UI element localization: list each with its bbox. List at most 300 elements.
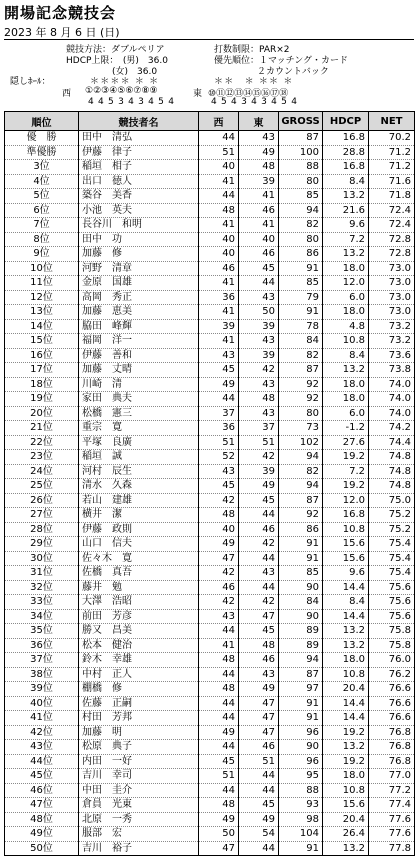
cell-rank: 37位 [5,653,79,668]
cell-gross: 88 [279,160,323,175]
cell-gross: 92 [279,392,323,407]
cell-out: 41 [199,174,239,189]
cell-in: 45 [239,261,279,276]
cell-gross: 104 [279,827,323,842]
cell-gross: 92 [279,377,323,392]
cell-gross: 90 [279,609,323,624]
cell-in: 43 [239,131,279,146]
cell-in: 43 [239,334,279,349]
cell-out: 36 [199,421,239,436]
cell-gross: 94 [279,479,323,494]
cell-gross: 80 [279,232,323,247]
out-hole-numbers: ①②③④⑤⑥⑦⑧⑨ [85,86,158,96]
cell-gross: 78 [279,319,323,334]
cell-gross: 91 [279,841,323,856]
cell-player-name: 稲垣 相子 [79,160,199,175]
cell-out: 41 [199,276,239,291]
cell-rank: 24位 [5,464,79,479]
cell-rank: 38位 [5,667,79,682]
cell-net: 71.8 [369,189,415,204]
cell-net: 74.0 [369,377,415,392]
table-row [5,566,415,581]
out-hidden-marks: ＊＊＊＊ ＊ ＊ [90,77,160,87]
cell-in: 43 [239,566,279,581]
col-hdcp: HDCP [323,112,369,131]
cell-net: 73.0 [369,290,415,305]
cell-out: 46 [199,580,239,595]
cell-hdcp: 19.2 [323,450,369,465]
cell-player-name: 川崎 清 [79,377,199,392]
table-row [5,290,415,305]
cell-out: 42 [199,595,239,610]
table-row [5,769,415,784]
cell-gross: 91 [279,551,323,566]
cell-player-name: 村田 芳邦 [79,711,199,726]
cell-player-name: 加藤 恵美 [79,305,199,320]
table-row [5,711,415,726]
table-row [5,363,415,378]
cell-hdcp: 13.2 [323,189,369,204]
table-row [5,537,415,552]
cell-player-name: 山口 信夫 [79,537,199,552]
cell-rank: 29位 [5,537,79,552]
cell-net: 73.0 [369,276,415,291]
cell-out: 41 [199,305,239,320]
cell-in: 48 [239,638,279,653]
cell-rank: 42位 [5,725,79,740]
cell-out: 48 [199,682,239,697]
cell-gross: 97 [279,682,323,697]
cell-rank: 14位 [5,319,79,334]
cell-rank: 13位 [5,305,79,320]
cell-player-name: 福岡 洋一 [79,334,199,349]
cell-out: 44 [199,131,239,146]
cell-rank: 17位 [5,363,79,378]
cell-out: 40 [199,232,239,247]
cell-rank: 30位 [5,551,79,566]
rule-priority-1: 優先順位：１マッチング・カード [214,56,349,66]
cell-in: 43 [239,667,279,682]
cell-hdcp: 6.0 [323,406,369,421]
cell-net: 75.8 [369,624,415,639]
cell-gross: 90 [279,580,323,595]
cell-rank: 準優勝 [5,145,79,160]
cell-in: 42 [239,595,279,610]
cell-in: 43 [239,406,279,421]
cell-gross: 87 [279,667,323,682]
cell-net: 76.8 [369,740,415,755]
table-row [5,551,415,566]
cell-out: 51 [199,769,239,784]
cell-player-name: 重宗 寛 [79,421,199,436]
cell-in: 42 [239,450,279,465]
cell-hdcp: 16.8 [323,508,369,523]
cell-rank: 16位 [5,348,79,363]
cell-hdcp: 7.2 [323,464,369,479]
cell-net: 75.4 [369,566,415,581]
cell-in: 44 [239,508,279,523]
cell-rank: 39位 [5,682,79,697]
cell-in: 44 [239,783,279,798]
cell-hdcp: 4.8 [323,319,369,334]
cell-rank: 44位 [5,754,79,769]
in-course-label: 東 [193,89,203,99]
cell-out: 44 [199,392,239,407]
in-hidden-marks: ＊＊ ＊ ＊＊ ＊ [214,77,294,87]
cell-net: 74.8 [369,464,415,479]
cell-hdcp: 10.8 [323,783,369,798]
cell-player-name: 稲垣 誠 [79,450,199,465]
cell-in: 45 [239,798,279,813]
cell-net: 76.6 [369,682,415,697]
cell-gross: 93 [279,798,323,813]
cell-net: 77.4 [369,798,415,813]
cell-gross: 91 [279,305,323,320]
cell-out: 44 [199,711,239,726]
table-row [5,638,415,653]
cell-player-name: 北原 一秀 [79,812,199,827]
cell-out: 39 [199,319,239,334]
cell-out: 40 [199,522,239,537]
cell-out: 41 [199,638,239,653]
cell-hdcp: 10.8 [323,334,369,349]
cell-player-name: 加藤 修 [79,247,199,262]
cell-in: 41 [239,218,279,233]
col-gross: GROSS [279,112,323,131]
cell-player-name: 金原 国雄 [79,276,199,291]
cell-gross: 91 [279,711,323,726]
cell-out: 49 [199,812,239,827]
cell-in: 45 [239,624,279,639]
cell-rank: 21位 [5,421,79,436]
page-title: 開場記念競技会 [4,4,117,22]
cell-out: 44 [199,624,239,639]
cell-in: 44 [239,841,279,856]
cell-in: 47 [239,711,279,726]
cell-gross: 89 [279,638,323,653]
cell-net: 75.2 [369,508,415,523]
rule-priority-2: ２カウントバック [257,67,329,77]
cell-rank: 47位 [5,798,79,813]
cell-player-name: 加藤 明 [79,725,199,740]
cell-net: 75.6 [369,609,415,624]
out-hole-pars: 445343454 [88,97,179,107]
cell-gross: 94 [279,203,323,218]
cell-net: 71.2 [369,145,415,160]
cell-gross: 84 [279,334,323,349]
cell-hdcp: 13.2 [323,363,369,378]
cell-player-name: 棚橋 修 [79,682,199,697]
cell-gross: 80 [279,174,323,189]
cell-net: 75.6 [369,595,415,610]
cell-hdcp: 21.6 [323,203,369,218]
cell-net: 74.4 [369,435,415,450]
cell-rank: 4位 [5,174,79,189]
cell-hdcp: 8.4 [323,595,369,610]
cell-hdcp: 27.6 [323,435,369,450]
cell-out: 47 [199,551,239,566]
cell-player-name: 小池 英夫 [79,203,199,218]
cell-out: 49 [199,725,239,740]
cell-out: 41 [199,334,239,349]
cell-rank: 5位 [5,189,79,204]
cell-gross: 84 [279,595,323,610]
cell-in: 47 [239,725,279,740]
cell-gross: 85 [279,189,323,204]
cell-rank: 25位 [5,479,79,494]
cell-out: 44 [199,696,239,711]
rule-stroke-limit: 打数制限：PAR×2 [214,45,290,55]
table-row [5,653,415,668]
cell-player-name: 伊藤 善和 [79,348,199,363]
table-row [5,174,415,189]
cell-out: 51 [199,435,239,450]
table-row [5,319,415,334]
cell-rank: 10位 [5,261,79,276]
in-hole-pars: 454343454 [211,97,302,107]
cell-out: 36 [199,290,239,305]
cell-net: 71.6 [369,174,415,189]
rule-method: 競技方法：ダブルペリア [66,45,165,55]
cell-player-name: 田中 功 [79,232,199,247]
cell-player-name: 田中 清弘 [79,131,199,146]
table-row [5,218,415,233]
cell-net: 74.8 [369,450,415,465]
cell-in: 48 [239,392,279,407]
table-row [5,145,415,160]
cell-rank: 34位 [5,609,79,624]
cell-rank: 32位 [5,580,79,595]
col-player-name: 競技者名 [79,112,199,131]
cell-hdcp: 6.0 [323,290,369,305]
cell-hdcp: 19.2 [323,725,369,740]
cell-net: 77.0 [369,769,415,784]
table-row [5,609,415,624]
cell-rank: 48位 [5,812,79,827]
cell-gross: 80 [279,406,323,421]
cell-hdcp: 13.2 [323,638,369,653]
cell-gross: 96 [279,754,323,769]
table-row [5,348,415,363]
cell-in: 44 [239,580,279,595]
cell-out: 45 [199,363,239,378]
cell-in: 47 [239,609,279,624]
cell-hdcp: 18.0 [323,377,369,392]
cell-net: 72.8 [369,232,415,247]
cell-net: 77.6 [369,812,415,827]
cell-rank: 33位 [5,595,79,610]
table-row [5,435,415,450]
cell-hdcp: 18.0 [323,392,369,407]
table-row [5,203,415,218]
cell-player-name: 勝又 昌美 [79,624,199,639]
cell-in: 44 [239,551,279,566]
cell-net: 73.6 [369,348,415,363]
cell-player-name: 家田 典夫 [79,392,199,407]
cell-net: 76.8 [369,754,415,769]
cell-net: 77.6 [369,827,415,842]
table-row [5,247,415,262]
cell-net: 77.2 [369,783,415,798]
cell-in: 46 [239,522,279,537]
in-hole-numbers: ⑩⑪⑫⑬⑭⑮⑯⑰⑱ [208,89,289,99]
cell-net: 75.6 [369,580,415,595]
cell-net: 75.0 [369,493,415,508]
cell-out: 50 [199,827,239,842]
cell-gross: 102 [279,435,323,450]
cell-hdcp: 15.6 [323,551,369,566]
cell-hdcp: 8.4 [323,348,369,363]
cell-hdcp: 19.2 [323,479,369,494]
cell-hdcp: 13.2 [323,841,369,856]
rule-hdcp-men: HDCP上限： (男) 36.0 [66,56,168,66]
table-row [5,232,415,247]
cell-net: 73.2 [369,319,415,334]
table-row [5,783,415,798]
cell-in: 42 [239,537,279,552]
cell-hdcp: 26.4 [323,827,369,842]
cell-net: 74.0 [369,392,415,407]
cell-out: 49 [199,377,239,392]
table-row [5,696,415,711]
cell-rank: 3位 [5,160,79,175]
cell-rank: 20位 [5,406,79,421]
cell-player-name: 高岡 秀正 [79,290,199,305]
cell-out: 48 [199,653,239,668]
cell-gross: 91 [279,696,323,711]
cell-gross: 96 [279,725,323,740]
cell-rank: 45位 [5,769,79,784]
cell-rank: 49位 [5,827,79,842]
table-row [5,392,415,407]
cell-net: 71.2 [369,160,415,175]
cell-rank: 7位 [5,218,79,233]
cell-net: 73.0 [369,261,415,276]
cell-rank: 50位 [5,841,79,856]
cell-out: 48 [199,798,239,813]
cell-net: 75.2 [369,522,415,537]
cell-in: 49 [239,812,279,827]
cell-in: 54 [239,827,279,842]
cell-player-name: 佐橋 真吾 [79,566,199,581]
cell-net: 70.2 [369,131,415,146]
col-out: 西 [199,112,239,131]
cell-rank: 40位 [5,696,79,711]
cell-rank: 優 勝 [5,131,79,146]
table-row [5,305,415,320]
cell-player-name: 吉川 裕子 [79,841,199,856]
cell-gross: 94 [279,450,323,465]
cell-rank: 15位 [5,334,79,349]
cell-in: 45 [239,493,279,508]
cell-gross: 85 [279,566,323,581]
cell-out: 42 [199,493,239,508]
cell-gross: 87 [279,363,323,378]
cell-gross: 88 [279,783,323,798]
cell-in: 51 [239,754,279,769]
cell-hdcp: 10.8 [323,667,369,682]
cell-hdcp: 10.8 [323,522,369,537]
table-row [5,812,415,827]
cell-rank: 12位 [5,290,79,305]
cell-rank: 46位 [5,783,79,798]
cell-rank: 9位 [5,247,79,262]
cell-gross: 90 [279,740,323,755]
cell-player-name: 若山 建雄 [79,493,199,508]
cell-hdcp: 18.0 [323,261,369,276]
rule-hdcp-women: (女) 36.0 [112,67,158,77]
cell-out: 49 [199,537,239,552]
cell-in: 49 [239,479,279,494]
cell-out: 44 [199,667,239,682]
cell-rank: 22位 [5,435,79,450]
cell-hdcp: 14.4 [323,609,369,624]
cell-gross: 73 [279,421,323,436]
cell-hdcp: 9.6 [323,218,369,233]
cell-in: 46 [239,740,279,755]
cell-player-name: 大澤 浩昭 [79,595,199,610]
cell-in: 39 [239,464,279,479]
cell-gross: 98 [279,812,323,827]
cell-out: 44 [199,783,239,798]
cell-in: 43 [239,290,279,305]
cell-player-name: 築谷 美香 [79,189,199,204]
cell-in: 46 [239,247,279,262]
cell-rank: 26位 [5,493,79,508]
cell-gross: 100 [279,145,323,160]
hidden-holes-label: 隠しﾎｰﾙ： [10,77,51,87]
table-row [5,754,415,769]
cell-out: 45 [199,754,239,769]
table-row [5,798,415,813]
table-row [5,580,415,595]
cell-player-name: 倉員 光東 [79,798,199,813]
cell-gross: 86 [279,522,323,537]
cell-in: 47 [239,696,279,711]
cell-out: 43 [199,609,239,624]
cell-out: 48 [199,203,239,218]
table-row [5,827,415,842]
cell-net: 77.8 [369,841,415,856]
cell-hdcp: 14.4 [323,580,369,595]
cell-out: 47 [199,841,239,856]
cell-in: 39 [239,348,279,363]
cell-gross: 94 [279,653,323,668]
cell-out: 51 [199,145,239,160]
cell-gross: 87 [279,493,323,508]
table-row [5,667,415,682]
cell-net: 76.6 [369,711,415,726]
cell-in: 37 [239,421,279,436]
table-row [5,624,415,639]
cell-net: 76.0 [369,653,415,668]
cell-out: 44 [199,740,239,755]
cell-hdcp: 12.0 [323,276,369,291]
table-row [5,508,415,523]
cell-rank: 6位 [5,203,79,218]
cell-player-name: 河野 清章 [79,261,199,276]
cell-in: 40 [239,232,279,247]
cell-hdcp: 18.0 [323,653,369,668]
cell-rank: 11位 [5,276,79,291]
table-row [5,725,415,740]
cell-in: 42 [239,363,279,378]
cell-out: 43 [199,348,239,363]
cell-in: 49 [239,145,279,160]
cell-in: 44 [239,769,279,784]
cell-rank: 27位 [5,508,79,523]
table-row [5,334,415,349]
